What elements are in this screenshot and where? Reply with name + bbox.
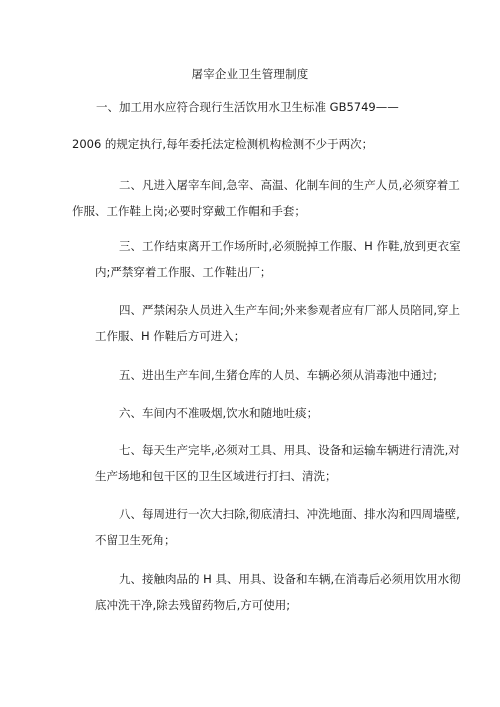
paragraph-line: 底冲洗干净,除去残留药物后,方可使用; bbox=[95, 598, 291, 612]
paragraph-line: 工作服、H 作鞋后方可进入； bbox=[95, 329, 246, 343]
paragraph-line: 作服、工作鞋上岗;必要时穿戴工作帽和手套； bbox=[72, 204, 306, 218]
paragraph-8 bbox=[72, 501, 460, 553]
paragraph-line: 内;严禁穿着工作服、工作鞋出厂； bbox=[95, 265, 272, 279]
paragraph-line: 三、工作结束离开工作场所时,必须脱掉工作服、H 作鞋,放到更衣室 bbox=[119, 239, 461, 253]
paragraph-2 bbox=[72, 172, 460, 224]
paragraph-4 bbox=[72, 297, 461, 349]
paragraph-line: 不留卫生死角； bbox=[95, 533, 176, 547]
paragraph-3 bbox=[72, 233, 461, 285]
paragraph-line: 七、每天生产完毕,必须对工具、用具、设备和运输车辆进行清洗,对 bbox=[119, 443, 460, 457]
paragraph-line: 九、接触肉品的 H 具、用具、设备和车辆,在消毒后必须用饮用水彻 bbox=[119, 572, 461, 586]
paragraph-6 bbox=[72, 400, 428, 426]
paragraph-7 bbox=[72, 437, 460, 489]
paragraph-line: 八、每周进行一次大扫除,彻底清扫、冲洗地面、排水沟和四周墙壁, bbox=[119, 507, 460, 521]
paragraph-line: 2006 的规定执行,每年委托法定检测机构检测不少于两次； bbox=[72, 137, 374, 151]
paragraph-line: 五、进出生产车间,生猪仓库的人员、车辆必须从消毒池中通过; bbox=[119, 368, 438, 382]
paragraph-5 bbox=[72, 362, 438, 388]
paragraph-line: 一、加工用水应符合现行生活饮用水卫生标准 GB5749—— bbox=[96, 100, 399, 114]
paragraph-9 bbox=[72, 566, 461, 618]
document-title: 屠宰企业卫生管理制度 bbox=[191, 67, 309, 81]
paragraph-line: 六、车间内不准吸烟,饮水和随地吐痰； bbox=[119, 406, 319, 420]
paragraph-line: 四、严禁闲杂人员进入生产车间;外来参观者应有厂部人员陪同,穿上 bbox=[119, 303, 461, 317]
paragraph-line: 生产场地和包干区的卫生区域进行打扫、清洗； bbox=[95, 469, 337, 483]
paragraph-line: 二、凡进入屠宰车间,急宰、高温、化制车间的生产人员,必须穿着工 bbox=[119, 178, 460, 192]
